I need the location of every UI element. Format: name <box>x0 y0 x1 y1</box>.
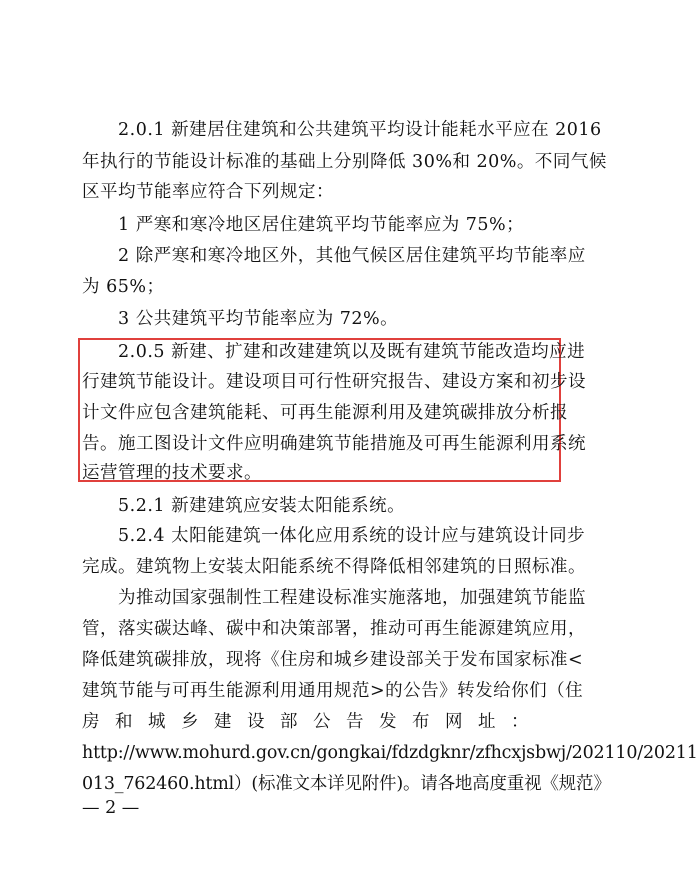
text-line: 013_762460.html）(标准文本详见附件)。请各地高度重视《规范》 <box>82 774 611 794</box>
text-line: 3 公共建筑平均节能率应为 72%。 <box>118 309 399 329</box>
text-line: 行建筑节能设计。建设项目可行性研究报告、建设方案和初步设 <box>82 372 586 392</box>
text-line: 管，落实碳达峰、碳中和决策部署，推动可再生能源建筑应用， <box>82 619 586 639</box>
text-line: 2.0.1 新建居住建筑和公共建筑平均设计能耗水平应在 2016 <box>118 120 602 140</box>
page-number: — 2 — <box>82 798 140 818</box>
text-line: 5.2.4 太阳能建筑一体化应用系统的设计应与建筑设计同步 <box>118 526 586 546</box>
text-line: 为推动国家强制性工程建设标准实施落地，加强建筑节能监 <box>118 588 586 608</box>
url-link[interactable]: http://www.mohurd.gov.cn/gongkai/fdzdgknr/zfhcxjsbwj/202110/20211 <box>82 743 698 763</box>
text-line: 建筑节能与可再生能源利用通用规范>的公告》转发给你们（住 <box>82 681 584 701</box>
text-line: 5.2.1 新建建筑应安装太阳能系统。 <box>118 496 406 516</box>
text-line: 完成。建筑物上安装太阳能系统不得降低相邻建筑的日照标准。 <box>82 557 586 577</box>
text-line: 告。施工图设计文件应明确建筑节能措施及可再生能源利用系统 <box>82 434 586 454</box>
text-line: 2.0.5 新建、扩建和改建建筑以及既有建筑节能改造均应进 <box>118 342 586 362</box>
text-line: 降低建筑碳排放，现将《住房和城乡建设部关于发布国家标准< <box>82 650 584 670</box>
text-line: 为 65%； <box>82 277 165 297</box>
text-line: 年执行的节能设计标准的基础上分别降低 30%和 20%。不同气候 <box>82 152 607 172</box>
text-line: 1 严寒和寒冷地区居住建筑平均节能率应为 75%； <box>118 215 525 235</box>
text-line: 区平均节能率应符合下列规定： <box>82 182 334 202</box>
text-line: 计文件应包含建筑能耗、可再生能源利用及建筑碳排放分析报 <box>82 403 568 423</box>
text-line: 2 除严寒和寒冷地区外，其他气候区居住建筑平均节能率应 <box>118 246 586 266</box>
text-line: 运营管理的技术要求。 <box>82 463 262 483</box>
text-line: 房和城乡建设部公告发布网址： <box>82 712 544 732</box>
